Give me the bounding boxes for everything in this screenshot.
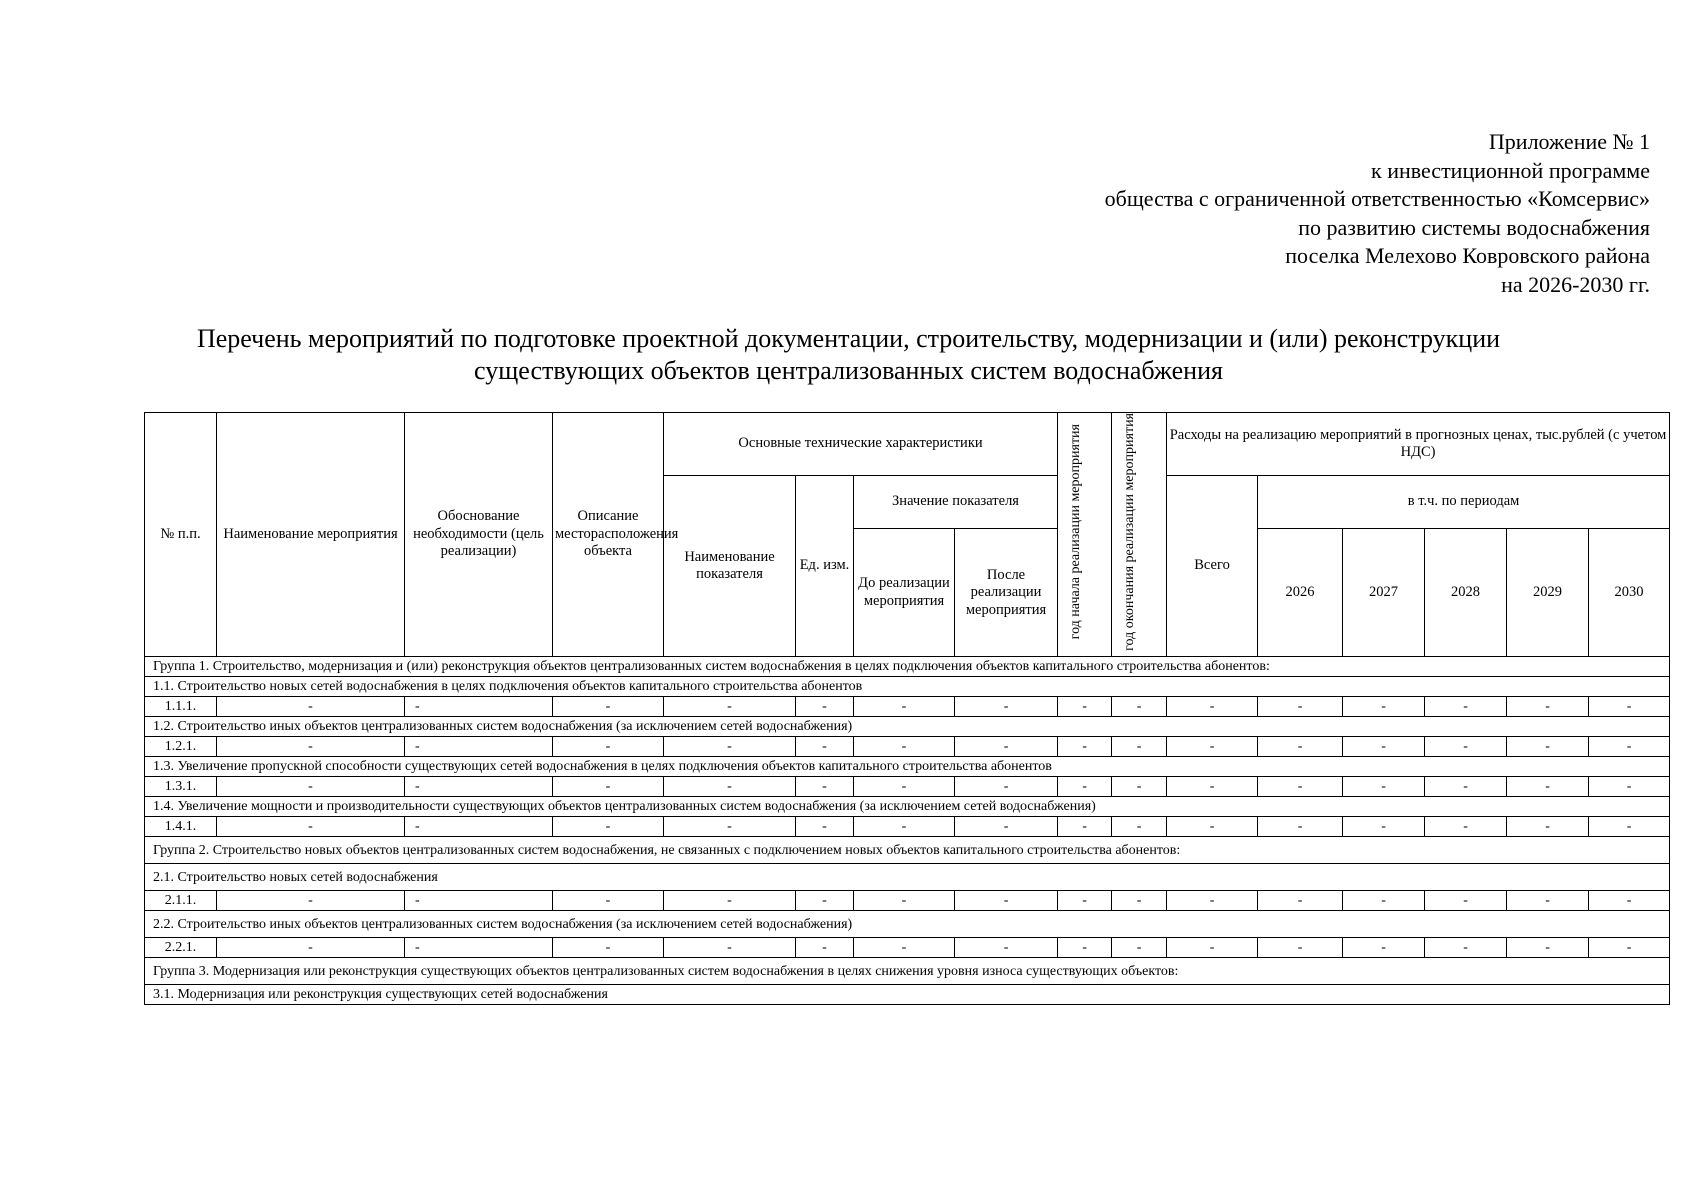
table-cell: - bbox=[1258, 737, 1343, 757]
section-title: 2.2. Строительство иных объектов централизованных систем водоснабжения (за исключением сетей водоснабжения) bbox=[145, 911, 1670, 938]
table-cell: - bbox=[664, 938, 796, 958]
table-cell: - bbox=[553, 817, 664, 837]
table-cell: - bbox=[854, 817, 955, 837]
table-cell: - bbox=[1343, 938, 1425, 958]
table-cell: - bbox=[1589, 697, 1670, 717]
table-cell: - bbox=[1589, 891, 1670, 911]
header-after: После реализации мероприятия bbox=[955, 529, 1058, 657]
table-cell: - bbox=[1589, 737, 1670, 757]
header-by-periods: в т.ч. по периодам bbox=[1258, 476, 1670, 529]
header-year-2029: 2029 bbox=[1507, 529, 1589, 657]
table-cell: - bbox=[796, 777, 854, 797]
table-cell: - bbox=[1058, 938, 1112, 958]
section-row bbox=[145, 677, 1670, 697]
document-title bbox=[0, 323, 1697, 387]
header-year-2028: 2028 bbox=[1425, 529, 1507, 657]
table-cell: - bbox=[796, 817, 854, 837]
table-cell: - bbox=[1258, 777, 1343, 797]
table-cell: - bbox=[664, 737, 796, 757]
table-cell: - bbox=[1425, 938, 1507, 958]
table-cell: - bbox=[553, 737, 664, 757]
table-cell: - bbox=[854, 891, 955, 911]
table-row bbox=[145, 777, 1670, 797]
table-cell: - bbox=[664, 891, 796, 911]
section-row bbox=[145, 911, 1670, 938]
measures-table bbox=[144, 412, 1670, 1005]
section-row bbox=[145, 757, 1670, 777]
appendix-line: к инвестиционной программе bbox=[1371, 157, 1650, 183]
header-end-year-text: год окончания реализации мероприятия bbox=[1122, 413, 1138, 651]
table-cell: - bbox=[553, 777, 664, 797]
appendix-line: по развитию системы водоснабжения bbox=[1298, 214, 1650, 240]
table-row bbox=[145, 817, 1670, 837]
table-cell: - bbox=[217, 777, 405, 797]
table-body bbox=[145, 657, 1670, 1005]
section-title: 1.2. Строительство иных объектов централизованных систем водоснабжения (за исключением сетей водоснабжения) bbox=[145, 717, 1670, 737]
table-cell: - bbox=[553, 938, 664, 958]
row-number: 1.4.1. bbox=[145, 817, 217, 837]
table-row bbox=[145, 938, 1670, 958]
table-row bbox=[145, 737, 1670, 757]
table-cell: - bbox=[1058, 737, 1112, 757]
table-cell: - bbox=[1058, 891, 1112, 911]
table-cell: - bbox=[955, 817, 1058, 837]
table-cell: - bbox=[553, 697, 664, 717]
section-row bbox=[145, 657, 1670, 677]
table-cell: - bbox=[955, 737, 1058, 757]
table-cell: - bbox=[1425, 817, 1507, 837]
header-start-year-text: год начала реализации мероприятия bbox=[1067, 424, 1083, 640]
table-cell: - bbox=[1507, 697, 1589, 717]
header-tech: Основные технические характеристики bbox=[664, 413, 1058, 476]
section-title: Группа 3. Модернизация или реконструкция существующих объектов централизованных систем водоснабжения в целях снижения уровня износа существующих объектов: bbox=[145, 958, 1670, 985]
appendix-block bbox=[1105, 128, 1650, 299]
table-cell: - bbox=[1343, 697, 1425, 717]
table-cell: - bbox=[405, 938, 553, 958]
table-cell: - bbox=[217, 891, 405, 911]
appendix-line: на 2026-2030 гг. bbox=[1501, 271, 1650, 297]
header-indicator-value: Значение показателя bbox=[854, 476, 1058, 529]
header-year-2027: 2027 bbox=[1343, 529, 1425, 657]
table-cell: - bbox=[1112, 891, 1167, 911]
table-cell: - bbox=[796, 938, 854, 958]
table-row bbox=[145, 891, 1670, 911]
table-cell: - bbox=[405, 697, 553, 717]
table-cell: - bbox=[1258, 891, 1343, 911]
row-number: 1.3.1. bbox=[145, 777, 217, 797]
table-cell: - bbox=[1167, 817, 1258, 837]
section-title: Группа 2. Строительство новых объектов централизованных систем водоснабжения, не связанных с подключением новых объектов капитального строительства абонентов: bbox=[145, 837, 1670, 864]
table-cell: - bbox=[1343, 817, 1425, 837]
section-title: 2.1. Строительство новых сетей водоснабжения bbox=[145, 864, 1670, 891]
table-cell: - bbox=[1112, 737, 1167, 757]
table-cell: - bbox=[796, 891, 854, 911]
table-cell: - bbox=[1507, 777, 1589, 797]
table-cell: - bbox=[405, 737, 553, 757]
section-row bbox=[145, 985, 1670, 1005]
section-row bbox=[145, 837, 1670, 864]
section-title: 1.3. Увеличение пропускной способности существующих сетей водоснабжения в целях подключения объектов капитального строительства абонентов bbox=[145, 757, 1670, 777]
table-cell: - bbox=[1167, 737, 1258, 757]
header-year-2030: 2030 bbox=[1589, 529, 1670, 657]
section-title: 1.1. Строительство новых сетей водоснабжения в целях подключения объектов капитального строительства абонентов bbox=[145, 677, 1670, 697]
table-cell: - bbox=[854, 777, 955, 797]
table-cell: - bbox=[854, 938, 955, 958]
table-cell: - bbox=[1258, 697, 1343, 717]
row-number: 2.1.1. bbox=[145, 891, 217, 911]
table-cell: - bbox=[1507, 817, 1589, 837]
section-row bbox=[145, 958, 1670, 985]
header-name: Наименование мероприятия bbox=[217, 413, 405, 657]
table-cell: - bbox=[955, 891, 1058, 911]
header-unit: Ед. изм. bbox=[796, 476, 854, 657]
table-cell: - bbox=[1258, 817, 1343, 837]
table-cell: - bbox=[1258, 938, 1343, 958]
table-cell: - bbox=[1112, 938, 1167, 958]
section-row bbox=[145, 864, 1670, 891]
table-cell: - bbox=[1589, 777, 1670, 797]
title-line-1: Перечень мероприятий по подготовке проектной документации, строительству, модернизации и (или) реконструкции bbox=[196, 324, 1501, 353]
header-total: Всего bbox=[1167, 476, 1258, 657]
table-cell: - bbox=[1507, 737, 1589, 757]
table-cell: - bbox=[955, 777, 1058, 797]
header-reason: Обоснование необходимости (цель реализации) bbox=[405, 413, 553, 657]
table-cell: - bbox=[1167, 777, 1258, 797]
header-expenses: Расходы на реализацию мероприятий в прогнозных ценах, тыс.рублей (с учетом НДС) bbox=[1167, 413, 1670, 476]
row-number: 1.1.1. bbox=[145, 697, 217, 717]
table-cell: - bbox=[664, 817, 796, 837]
table-cell: - bbox=[1425, 737, 1507, 757]
title-line-2: существующих объектов централизованных систем водоснабжения bbox=[474, 356, 1223, 385]
table-cell: - bbox=[1343, 737, 1425, 757]
appendix-line: Приложение № 1 bbox=[1488, 129, 1650, 154]
table-cell: - bbox=[1167, 938, 1258, 958]
table-cell: - bbox=[405, 891, 553, 911]
section-title: 3.1. Модернизация или реконструкция существующих сетей водоснабжения bbox=[145, 985, 1670, 1005]
table-row bbox=[145, 697, 1670, 717]
table-cell: - bbox=[405, 817, 553, 837]
header-num: № п.п. bbox=[145, 413, 217, 657]
table-cell: - bbox=[1425, 697, 1507, 717]
table-cell: - bbox=[1507, 891, 1589, 911]
table-cell: - bbox=[796, 697, 854, 717]
table-cell: - bbox=[1425, 777, 1507, 797]
table-cell: - bbox=[1112, 817, 1167, 837]
header-start-year bbox=[1058, 413, 1112, 657]
table-cell: - bbox=[217, 938, 405, 958]
header-indicator-name: Наименование показателя bbox=[664, 476, 796, 657]
table-cell: - bbox=[1507, 938, 1589, 958]
header-year-2026: 2026 bbox=[1258, 529, 1343, 657]
table-cell: - bbox=[854, 697, 955, 717]
table-cell: - bbox=[1112, 777, 1167, 797]
table-cell: - bbox=[553, 891, 664, 911]
section-row bbox=[145, 797, 1670, 817]
table-cell: - bbox=[217, 817, 405, 837]
table-cell: - bbox=[1589, 817, 1670, 837]
header-location: Описание месторасположения объекта bbox=[553, 413, 664, 657]
table-cell: - bbox=[1167, 697, 1258, 717]
appendix-line: поселка Мелехово Ковровского района bbox=[1285, 243, 1650, 268]
table-cell: - bbox=[1058, 777, 1112, 797]
table-cell: - bbox=[854, 737, 955, 757]
table-cell: - bbox=[1589, 938, 1670, 958]
row-number: 1.2.1. bbox=[145, 737, 217, 757]
header-end-year bbox=[1112, 413, 1167, 657]
table-cell: - bbox=[217, 697, 405, 717]
table-cell: - bbox=[796, 737, 854, 757]
table-cell: - bbox=[1112, 697, 1167, 717]
header-before: До реализации мероприятия bbox=[854, 529, 955, 657]
section-title: Группа 1. Строительство, модернизация и (или) реконструкция объектов централизованных систем водоснабжения в целях подключения объектов капитального строительства абонентов: bbox=[145, 657, 1670, 677]
appendix-line: общества с ограниченной ответственностью «Комсервис» bbox=[1104, 186, 1650, 211]
table-cell: - bbox=[405, 777, 553, 797]
table-cell: - bbox=[217, 737, 405, 757]
table-cell: - bbox=[664, 777, 796, 797]
table-cell: - bbox=[955, 938, 1058, 958]
table-cell: - bbox=[1425, 891, 1507, 911]
table-cell: - bbox=[955, 697, 1058, 717]
table-cell: - bbox=[664, 697, 796, 717]
section-row bbox=[145, 717, 1670, 737]
table-cell: - bbox=[1058, 697, 1112, 717]
row-number: 2.2.1. bbox=[145, 938, 217, 958]
table-cell: - bbox=[1343, 777, 1425, 797]
table-cell: - bbox=[1058, 817, 1112, 837]
table-cell: - bbox=[1167, 891, 1258, 911]
section-title: 1.4. Увеличение мощности и производительности существующих объектов централизованных систем водоснабжения (за исключением сетей водоснабжения) bbox=[145, 797, 1670, 817]
table-cell: - bbox=[1343, 891, 1425, 911]
